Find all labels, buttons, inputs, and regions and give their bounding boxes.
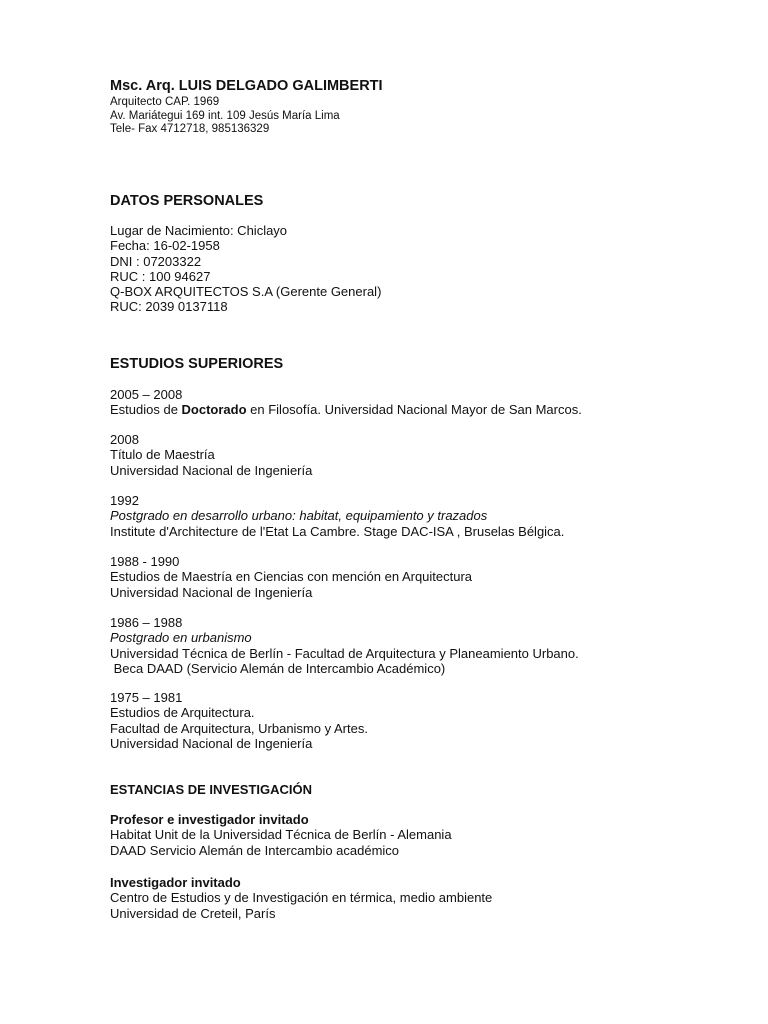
research-institution: Habitat Unit de la Universidad Técnica de Berlín - Alemania	[110, 827, 452, 843]
research-entry	[110, 875, 492, 921]
professional-title: Arquitecto CAP. 1969	[110, 96, 220, 108]
company-ruc: RUC: 2039 0137118	[110, 299, 228, 315]
study-description: Título de Maestría	[110, 447, 215, 463]
study-degree-bold: Doctorado	[181, 402, 247, 418]
study-description	[110, 402, 582, 417]
study-years: 1988 - 1990	[110, 554, 180, 569]
personal-details	[110, 223, 381, 315]
study-institution: Universidad Nacional de Ingeniería	[110, 735, 313, 751]
research-sponsor: DAAD Servicio Alemán de Intercambio académico	[110, 842, 400, 858]
research-entry	[110, 812, 452, 858]
personal-heading: DATOS PERSONALES	[110, 193, 264, 209]
personal-section	[110, 193, 263, 210]
research-section	[110, 782, 312, 798]
study-description: Estudios de Arquitectura.	[110, 705, 255, 721]
research-location: Universidad de Creteil, París	[110, 905, 276, 921]
research-role: Investigador invitado	[110, 875, 241, 890]
study-scholarship: Beca DAAD (Servicio Alemán de Intercambio Académico)	[110, 660, 446, 676]
study-years: 1975 – 1981	[110, 690, 183, 705]
study-years: 1986 – 1988	[110, 615, 183, 630]
study-years: 2008	[110, 432, 139, 447]
study-entry	[110, 387, 582, 418]
study-text: en Filosofía. Universidad Nacional Mayor de San Marcos.	[246, 402, 582, 418]
study-years: 2005 – 2008	[110, 387, 183, 402]
research-institution: Centro de Estudios y de Investigación en térmica, medio ambiente	[110, 890, 493, 906]
address: Av. Mariátegui 169 int. 109 Jesús María Lima	[110, 109, 340, 122]
birthplace: Lugar de Nacimiento: Chiclayo	[110, 223, 288, 238]
company: Q-BOX ARQUITECTOS S.A (Gerente General)	[110, 284, 382, 300]
study-institution: Institute d'Architecture de l'Etat La Cambre. Stage DAC-ISA , Bruselas Bélgica.	[110, 523, 565, 539]
phone: Tele- Fax 4712718, 985136329	[110, 123, 270, 135]
cv-header	[110, 78, 383, 137]
ruc: RUC : 100 94627	[110, 268, 211, 284]
study-entry	[110, 493, 564, 539]
study-entry	[110, 432, 312, 478]
study-institution: Universidad Nacional de Ingeniería	[110, 462, 313, 478]
study-institution: Universidad Nacional de Ingeniería	[110, 584, 313, 600]
study-program: Postgrado en desarrollo urbano: habitat, equipamiento y trazados	[110, 508, 488, 524]
study-institution: Universidad Técnica de Berlín - Facultad de Arquitectura y Planeamiento Urbano.	[110, 645, 579, 661]
study-description: Estudios de Maestría en Ciencias con mención en Arquitectura	[110, 569, 473, 585]
person-name: Msc. Arq. LUIS DELGADO GALIMBERTI	[110, 78, 383, 94]
study-text: Estudios de	[110, 402, 182, 418]
studies-heading: ESTUDIOS SUPERIORES	[110, 356, 284, 372]
study-program: Postgrado en urbanismo	[110, 630, 252, 646]
study-entry	[110, 615, 579, 676]
study-years: 1992	[110, 493, 139, 508]
research-heading: ESTANCIAS DE INVESTIGACIÓN	[110, 782, 313, 797]
research-role: Profesor e investigador invitado	[110, 812, 309, 827]
study-entry	[110, 690, 368, 751]
dni: DNI : 07203322	[110, 253, 202, 269]
studies-section	[110, 356, 283, 373]
study-entry	[110, 554, 472, 600]
study-faculty: Facultad de Arquitectura, Urbanismo y Artes.	[110, 720, 368, 736]
birth-date: Fecha: 16-02-1958	[110, 238, 220, 254]
